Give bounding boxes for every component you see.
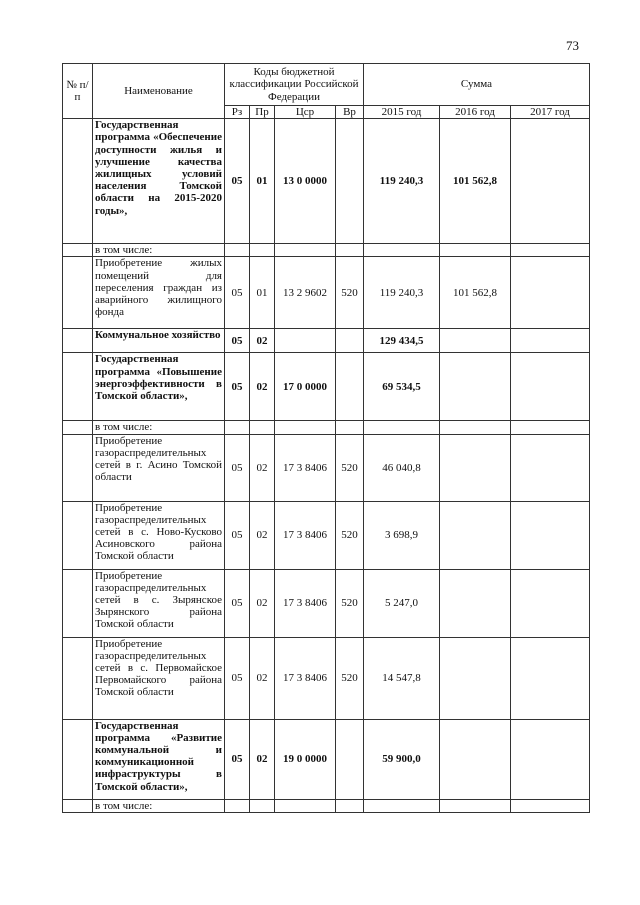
- cell-y2016: [440, 244, 511, 257]
- cell-csr: 17 3 8406: [275, 501, 336, 569]
- cell-y2017: [511, 329, 590, 353]
- row-number-cell: [63, 244, 93, 257]
- cell-pr: 02: [250, 569, 275, 637]
- header-pr: Пр: [250, 106, 275, 119]
- cell-y2015: 119 240,3: [364, 119, 440, 244]
- cell-rz: 05: [225, 501, 250, 569]
- cell-y2017: [511, 119, 590, 244]
- cell-vr: [336, 329, 364, 353]
- cell-name: в том числе:: [93, 421, 225, 434]
- cell-name: Приобретение газораспределительных сетей в с. Зырянское Зырянского района Томской области: [93, 569, 225, 637]
- cell-y2016: [440, 569, 511, 637]
- cell-name: Коммунальное хозяйство: [93, 329, 225, 353]
- cell-rz: [225, 244, 250, 257]
- cell-rz: 05: [225, 353, 250, 421]
- cell-y2017: [511, 501, 590, 569]
- cell-y2017: [511, 257, 590, 329]
- cell-pr: 02: [250, 637, 275, 719]
- cell-pr: [250, 244, 275, 257]
- cell-y2017: [511, 353, 590, 421]
- cell-pr: 02: [250, 353, 275, 421]
- header-y2017: 2017 год: [511, 106, 590, 119]
- cell-vr: 520: [336, 637, 364, 719]
- cell-name: Государственная программа «Развитие коммунальной и коммуникационной инфраструктуры в Томской области»,: [93, 719, 225, 799]
- cell-vr: [336, 244, 364, 257]
- row-number-cell: [63, 353, 93, 421]
- cell-rz: 05: [225, 637, 250, 719]
- cell-name: Приобретение жилых помещений для переселения граждан из аварийного жилищного фонда: [93, 257, 225, 329]
- table-row: [63, 799, 590, 812]
- cell-y2017: [511, 434, 590, 501]
- page-number: 73: [566, 38, 579, 53]
- cell-pr: [250, 799, 275, 812]
- cell-pr: 01: [250, 257, 275, 329]
- cell-y2015: 129 434,5: [364, 329, 440, 353]
- cell-csr: [275, 329, 336, 353]
- table-row: [63, 569, 590, 637]
- cell-vr: [336, 719, 364, 799]
- cell-name: в том числе:: [93, 799, 225, 812]
- cell-rz: [225, 421, 250, 434]
- row-number-cell: [63, 329, 93, 353]
- row-number-cell: [63, 719, 93, 799]
- cell-y2015: 69 534,5: [364, 353, 440, 421]
- table-row: [63, 119, 590, 244]
- cell-vr: 520: [336, 257, 364, 329]
- table-row: [63, 501, 590, 569]
- cell-y2016: 101 562,8: [440, 119, 511, 244]
- cell-vr: 520: [336, 501, 364, 569]
- cell-pr: 02: [250, 329, 275, 353]
- cell-pr: 01: [250, 119, 275, 244]
- table-row: [63, 434, 590, 501]
- table-row: [63, 637, 590, 719]
- row-number-cell: [63, 434, 93, 501]
- cell-y2016: [440, 353, 511, 421]
- cell-y2016: [440, 719, 511, 799]
- header-csr: Цср: [275, 106, 336, 119]
- cell-csr: 13 0 0000: [275, 119, 336, 244]
- row-number-cell: [63, 799, 93, 812]
- table-row: [63, 329, 590, 353]
- cell-y2015: [364, 244, 440, 257]
- header-y2015: 2015 год: [364, 106, 440, 119]
- cell-name: Приобретение газораспределительных сетей в с. Ново-Кусково Асиновского района Томской области: [93, 501, 225, 569]
- cell-pr: 02: [250, 501, 275, 569]
- cell-rz: [225, 799, 250, 812]
- cell-y2015: 5 247,0: [364, 569, 440, 637]
- cell-y2017: [511, 719, 590, 799]
- cell-y2015: 59 900,0: [364, 719, 440, 799]
- cell-y2015: [364, 421, 440, 434]
- table-row: [63, 353, 590, 421]
- cell-y2015: 119 240,3: [364, 257, 440, 329]
- header-codes: Коды бюджетной классификации Российской Федерации: [225, 64, 364, 106]
- cell-csr: 17 3 8406: [275, 569, 336, 637]
- table-row: [63, 257, 590, 329]
- cell-name: в том числе:: [93, 244, 225, 257]
- cell-pr: [250, 421, 275, 434]
- row-number-cell: [63, 421, 93, 434]
- row-number-cell: [63, 637, 93, 719]
- cell-y2016: [440, 434, 511, 501]
- cell-y2017: [511, 421, 590, 434]
- row-number-cell: [63, 501, 93, 569]
- cell-y2015: 46 040,8: [364, 434, 440, 501]
- cell-vr: 520: [336, 569, 364, 637]
- cell-csr: [275, 421, 336, 434]
- cell-y2015: 3 698,9: [364, 501, 440, 569]
- header-name: Наименование: [93, 64, 225, 119]
- header-num: № п/п: [63, 64, 93, 119]
- cell-y2017: [511, 244, 590, 257]
- header-y2016: 2016 год: [440, 106, 511, 119]
- cell-rz: 05: [225, 434, 250, 501]
- cell-y2017: [511, 637, 590, 719]
- cell-rz: 05: [225, 569, 250, 637]
- table-row: [63, 244, 590, 257]
- cell-y2017: [511, 569, 590, 637]
- cell-rz: 05: [225, 257, 250, 329]
- table-row: [63, 719, 590, 799]
- cell-vr: [336, 353, 364, 421]
- cell-csr: 17 3 8406: [275, 637, 336, 719]
- row-number-cell: [63, 119, 93, 244]
- row-number-cell: [63, 257, 93, 329]
- cell-name: Государственная программа «Повышение энергоэффективности в Томской области»,: [93, 353, 225, 421]
- table-row: [63, 421, 590, 434]
- cell-name: Приобретение газораспределительных сетей в г. Асино Томской области: [93, 434, 225, 501]
- cell-y2016: [440, 799, 511, 812]
- budget-table: [62, 63, 590, 813]
- row-number-cell: [63, 569, 93, 637]
- cell-pr: 02: [250, 719, 275, 799]
- cell-csr: 19 0 0000: [275, 719, 336, 799]
- cell-y2016: [440, 637, 511, 719]
- cell-csr: 13 2 9602: [275, 257, 336, 329]
- cell-y2017: [511, 799, 590, 812]
- cell-y2015: 14 547,8: [364, 637, 440, 719]
- cell-y2016: [440, 329, 511, 353]
- cell-name: Государственная программа «Обеспечение доступности жилья и улучшение качества жилищных условий населения Томской области на 2015-2020 годы»,: [93, 119, 225, 244]
- cell-vr: [336, 421, 364, 434]
- header-row: [63, 64, 590, 106]
- cell-csr: [275, 799, 336, 812]
- cell-csr: 17 3 8406: [275, 434, 336, 501]
- cell-name: Приобретение газораспределительных сетей в с. Первомайское Первомайского района Томской области: [93, 637, 225, 719]
- cell-rz: 05: [225, 329, 250, 353]
- cell-y2016: [440, 421, 511, 434]
- cell-y2015: [364, 799, 440, 812]
- cell-vr: 520: [336, 434, 364, 501]
- cell-rz: 05: [225, 719, 250, 799]
- cell-rz: 05: [225, 119, 250, 244]
- cell-y2016: [440, 501, 511, 569]
- header-rz: Рз: [225, 106, 250, 119]
- header-sum: Сумма: [364, 64, 590, 106]
- cell-csr: 17 0 0000: [275, 353, 336, 421]
- cell-vr: [336, 799, 364, 812]
- cell-csr: [275, 244, 336, 257]
- cell-y2016: 101 562,8: [440, 257, 511, 329]
- header-vr: Вр: [336, 106, 364, 119]
- cell-vr: [336, 119, 364, 244]
- cell-pr: 02: [250, 434, 275, 501]
